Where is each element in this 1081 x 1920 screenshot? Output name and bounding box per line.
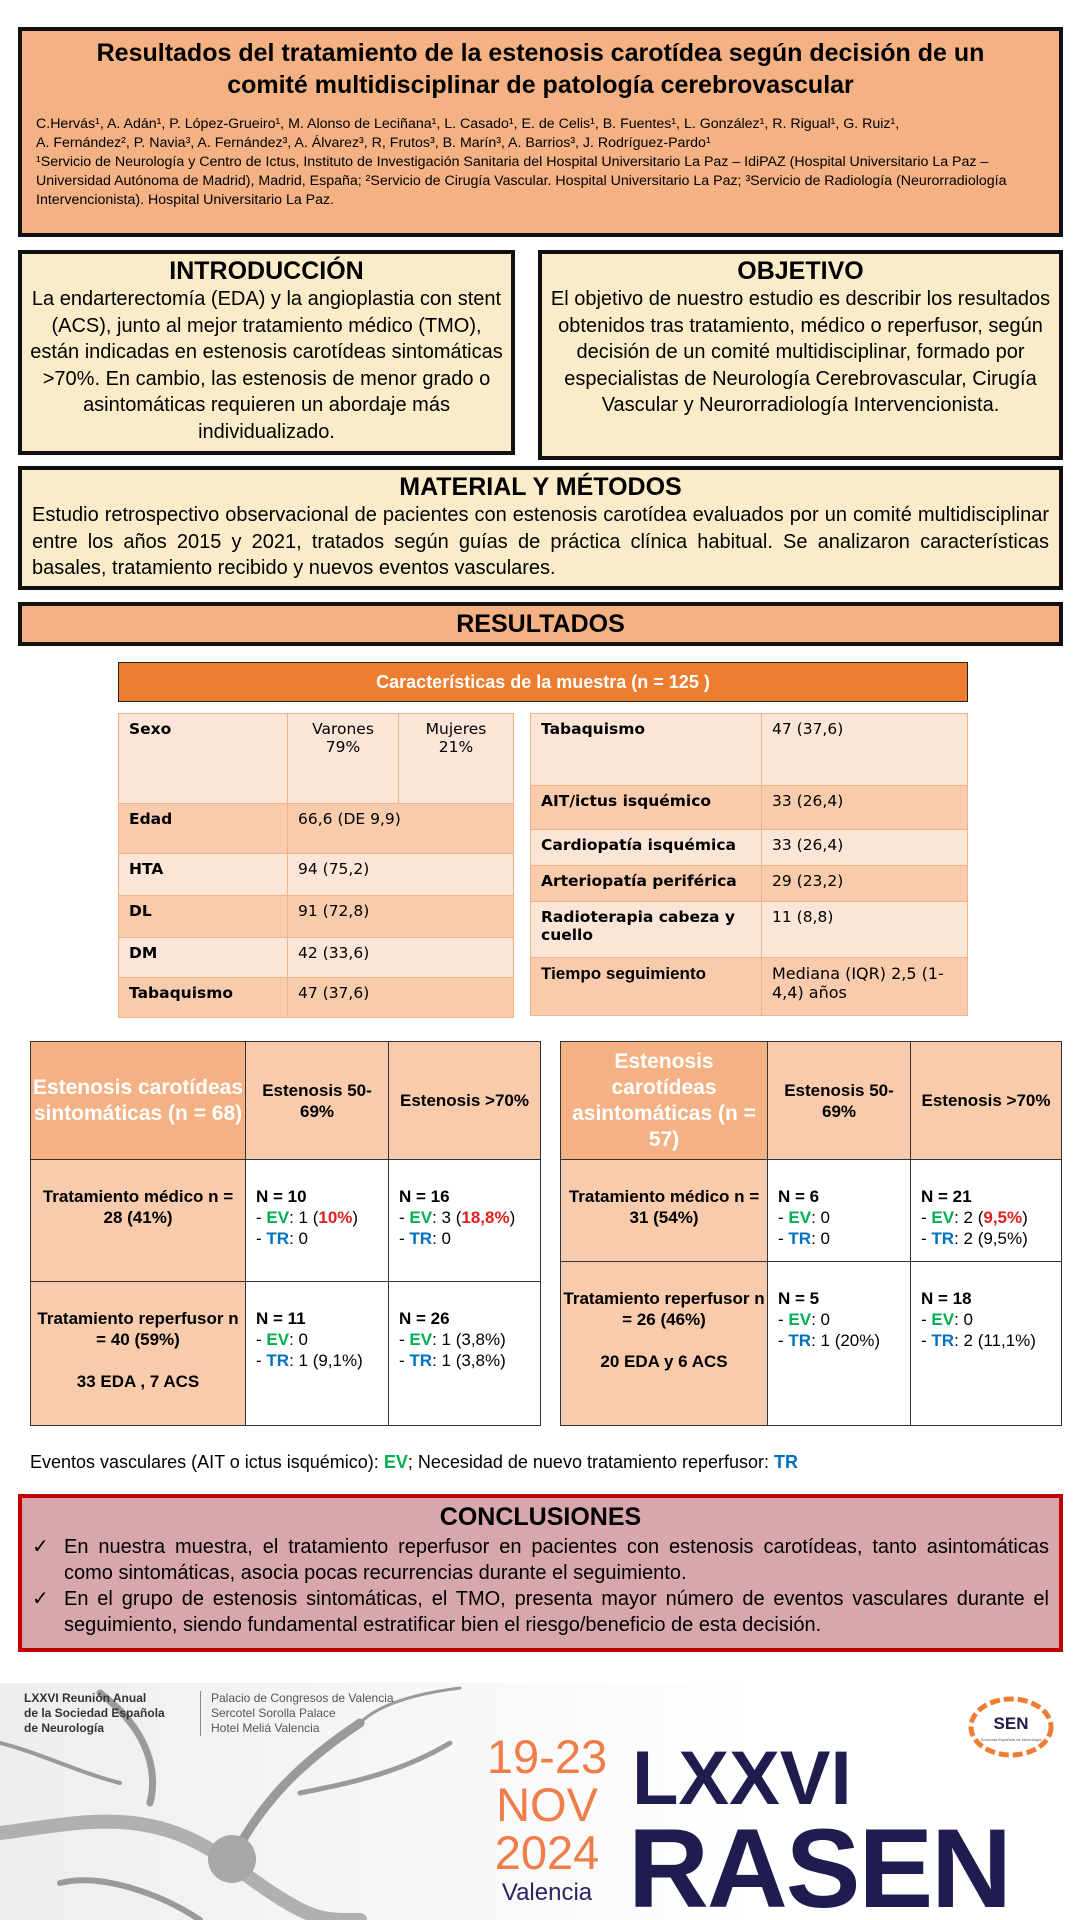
check-icon: ✓ (32, 1588, 49, 1610)
row-label: Tratamiento médico n = 31 (54%) (561, 1160, 768, 1262)
objective-panel (538, 250, 1063, 460)
outcome-cell: N = 5 - EV: 0 - TR: 1 (20%) (768, 1262, 911, 1426)
women-cell: Mujeres 21% (399, 714, 514, 804)
asymptomatic-table (560, 1041, 1062, 1426)
row-label: DM (119, 938, 288, 978)
methods-heading: MATERIAL Y MÉTODOS (399, 473, 682, 501)
brand-top: LXXVI (632, 1736, 852, 1821)
row-label: Cardiopatía isquémica (531, 830, 762, 866)
authors-line-1: C.Hervás¹, A. Adán¹, P. López-Grueiro¹, M. Alonso de Leciñana¹, L. Casado¹, E. de Celis¹, B. Fuentes¹, L. González¹, R. Rigual¹, G. Ruiz¹, (36, 116, 900, 132)
sex-label: Sexo (119, 714, 288, 804)
col-header: Estenosis 50-69% (768, 1042, 911, 1160)
row-label: Tiempo seguimiento (531, 958, 762, 1016)
legend: Eventos vasculares (AIT o ictus isquémico): EV; Necesidad de nuevo tratamiento reperfusor: TR (30, 1452, 799, 1472)
col-header: Estenosis >70% (911, 1042, 1062, 1160)
symptomatic-table (30, 1041, 541, 1426)
row-value: 47 (37,6) (288, 978, 514, 1018)
asymptomatic-header: Estenosis carotídeas asintomáticas (n = 57) (561, 1042, 768, 1160)
list-item: ✓ En el grupo de estenosis sintomáticas, el TMO, presenta mayor número de eventos vasculares durante el seguimiento, siendo fundamental estratificar bien el riesgo/beneficio de esta decisión. (32, 1588, 1049, 1636)
authors-line-2: A. Fernández², P. Navia³, A. Fernández³, A. Álvarez³, R, Frutos³, B. Marín³, A. Barrios³, J. Rodríguez-Pardo¹ (36, 135, 711, 151)
sample-table-right (530, 713, 968, 1016)
row-value: 29 (23,2) (762, 866, 968, 902)
row-label: Arteriopatía periférica (531, 866, 762, 902)
congress-dates: 19-23 NOV 2024 (486, 1730, 608, 1879)
row-value: 33 (26,4) (762, 830, 968, 866)
methods-panel (18, 466, 1063, 590)
row-label: Tratamiento reperfusor n = 26 (46%) 20 EDA y 6 ACS (561, 1262, 768, 1426)
row-value: 11 (8,8) (762, 902, 968, 958)
symptomatic-header: Estenosis carotídeas sintomáticas (n = 68) (31, 1042, 246, 1160)
methods-text: Estudio retrospectivo observacional de pacientes con estenosis carotídea evaluados por un comité multidisciplinar entre los años 2015 y 2021, tratados según guías de práctica clínica habitual. Se analizaron características basales, tratamiento recibido y nuevos eventos vasculares. (32, 504, 1049, 579)
introduction-heading: INTRODUCCIÓN (169, 257, 364, 285)
conclusions-list (32, 1534, 1049, 1638)
row-label: Tabaquismo (119, 978, 288, 1018)
list-item: ✓ En nuestra muestra, el tratamiento reperfusor en pacientes con estenosis carotídeas, tanto asintomáticas como sintomáticas, asocia pocas recurrencias durante el seguimiento. (32, 1536, 1049, 1584)
row-label: Edad (119, 804, 288, 854)
col-header: Estenosis >70% (389, 1042, 541, 1160)
outcome-cell: N = 6 - EV: 0 - TR: 0 (768, 1160, 911, 1262)
sample-title: Características de la muestra (n = 125 ) (118, 662, 968, 702)
row-value: Mediana (IQR) 2,5 (1-4,4) años (762, 958, 968, 1016)
poster-title: Resultados del tratamiento de la estenosis carotídea según decisión de un comité multidisciplinar de patología cerebrovascular (96, 39, 985, 99)
row-value: 91 (72,8) (288, 896, 514, 938)
sen-logo-subtext: Sociedad Española de Neurología (980, 1737, 1042, 1742)
objective-heading: OBJETIVO (737, 257, 864, 285)
venue-list: Palacio de Congresos de Valencia Sercotel Sorolla Palace Hotel Meliá Valencia (200, 1691, 394, 1736)
check-icon: ✓ (32, 1536, 49, 1558)
outcome-cell: N = 18 - EV: 0 - TR: 2 (11,1%) (911, 1262, 1062, 1426)
row-label: Tabaquismo (531, 714, 762, 786)
row-label: Tratamiento reperfusor n = 40 (59%) 33 EDA , 7 ACS (31, 1282, 246, 1426)
row-label: AIT/ictus isquémico (531, 786, 762, 830)
row-value: 47 (37,6) (762, 714, 968, 786)
row-value: 33 (26,4) (762, 786, 968, 830)
sample-table-left (118, 713, 514, 1018)
row-value: 94 (75,2) (288, 854, 514, 896)
row-label: Tratamiento médico n = 28 (41%) (31, 1160, 246, 1282)
results-heading: RESULTADOS (18, 602, 1063, 646)
row-label: DL (119, 896, 288, 938)
authors-block (36, 115, 1045, 210)
congress-city: Valencia (501, 1879, 593, 1906)
introduction-panel (18, 250, 515, 455)
outcome-cell: N = 16 - EV: 3 (18,8%) - TR: 0 (389, 1160, 541, 1282)
meeting-name: LXXVI Reunión Anual de la Sociedad Española de Neurología (24, 1691, 165, 1735)
men-cell: Varones 79% (288, 714, 399, 804)
outcome-cell: N = 10 - EV: 1 (10%) - TR: 0 (246, 1160, 389, 1282)
outcome-cell: N = 21 - EV: 2 (9,5%) - TR: 2 (9,5%) (911, 1160, 1062, 1262)
title-panel (18, 27, 1063, 237)
brand-bottom: RASEN (628, 1806, 1011, 1920)
objective-text: El objetivo de nuestro estudio es describir los resultados obtenidos tras tratamiento, médico o reperfusor, según decisión de un comité multidisciplinar, formado por especialistas de Neurología Cerebrovascular, Cirugía Vascular y Neurorradiología Intervencionista. (550, 288, 1051, 416)
affiliations: ¹Servicio de Neurología y Centro de Ictus, Instituto de Investigación Sanitaria del Hospital Universitario La Paz – IdiPAZ (Hospital Universitario La Paz – Universidad Autónoma de Madrid), Madrid, España; ²Servicio de Cirugía Vascular. Hospital Universitario La Paz; ³Servicio de Radiología (Neurorradiología Intervencionista). Hospital Universitario La Paz. (36, 154, 1007, 208)
congress-banner (0, 1683, 1081, 1920)
outcome-cell: N = 26 - EV: 1 (3,8%) - TR: 1 (3,8%) (389, 1282, 541, 1426)
conclusions-panel (18, 1494, 1063, 1652)
sen-logo-text: SEN (993, 1714, 1029, 1733)
col-header: Estenosis 50-69% (246, 1042, 389, 1160)
sen-logo (965, 1691, 1057, 1763)
row-label: HTA (119, 854, 288, 896)
row-value: 66,6 (DE 9,9) (288, 804, 514, 854)
conclusions-heading: CONCLUSIONES (439, 1503, 642, 1531)
row-label: Radioterapia cabeza y cuello (531, 902, 762, 958)
introduction-text: La endarterectomía (EDA) y la angioplastia con stent (ACS), junto al mejor tratamiento médico (TMO), están indicadas en estenosis carotídeas sintomáticas >70%. En cambio, las estenosis de menor grado o asintomáticas requieren un abordaje más individualizado. (30, 288, 503, 443)
outcome-cell: N = 11 - EV: 0 - TR: 1 (9,1%) (246, 1282, 389, 1426)
row-value: 42 (33,6) (288, 938, 514, 978)
